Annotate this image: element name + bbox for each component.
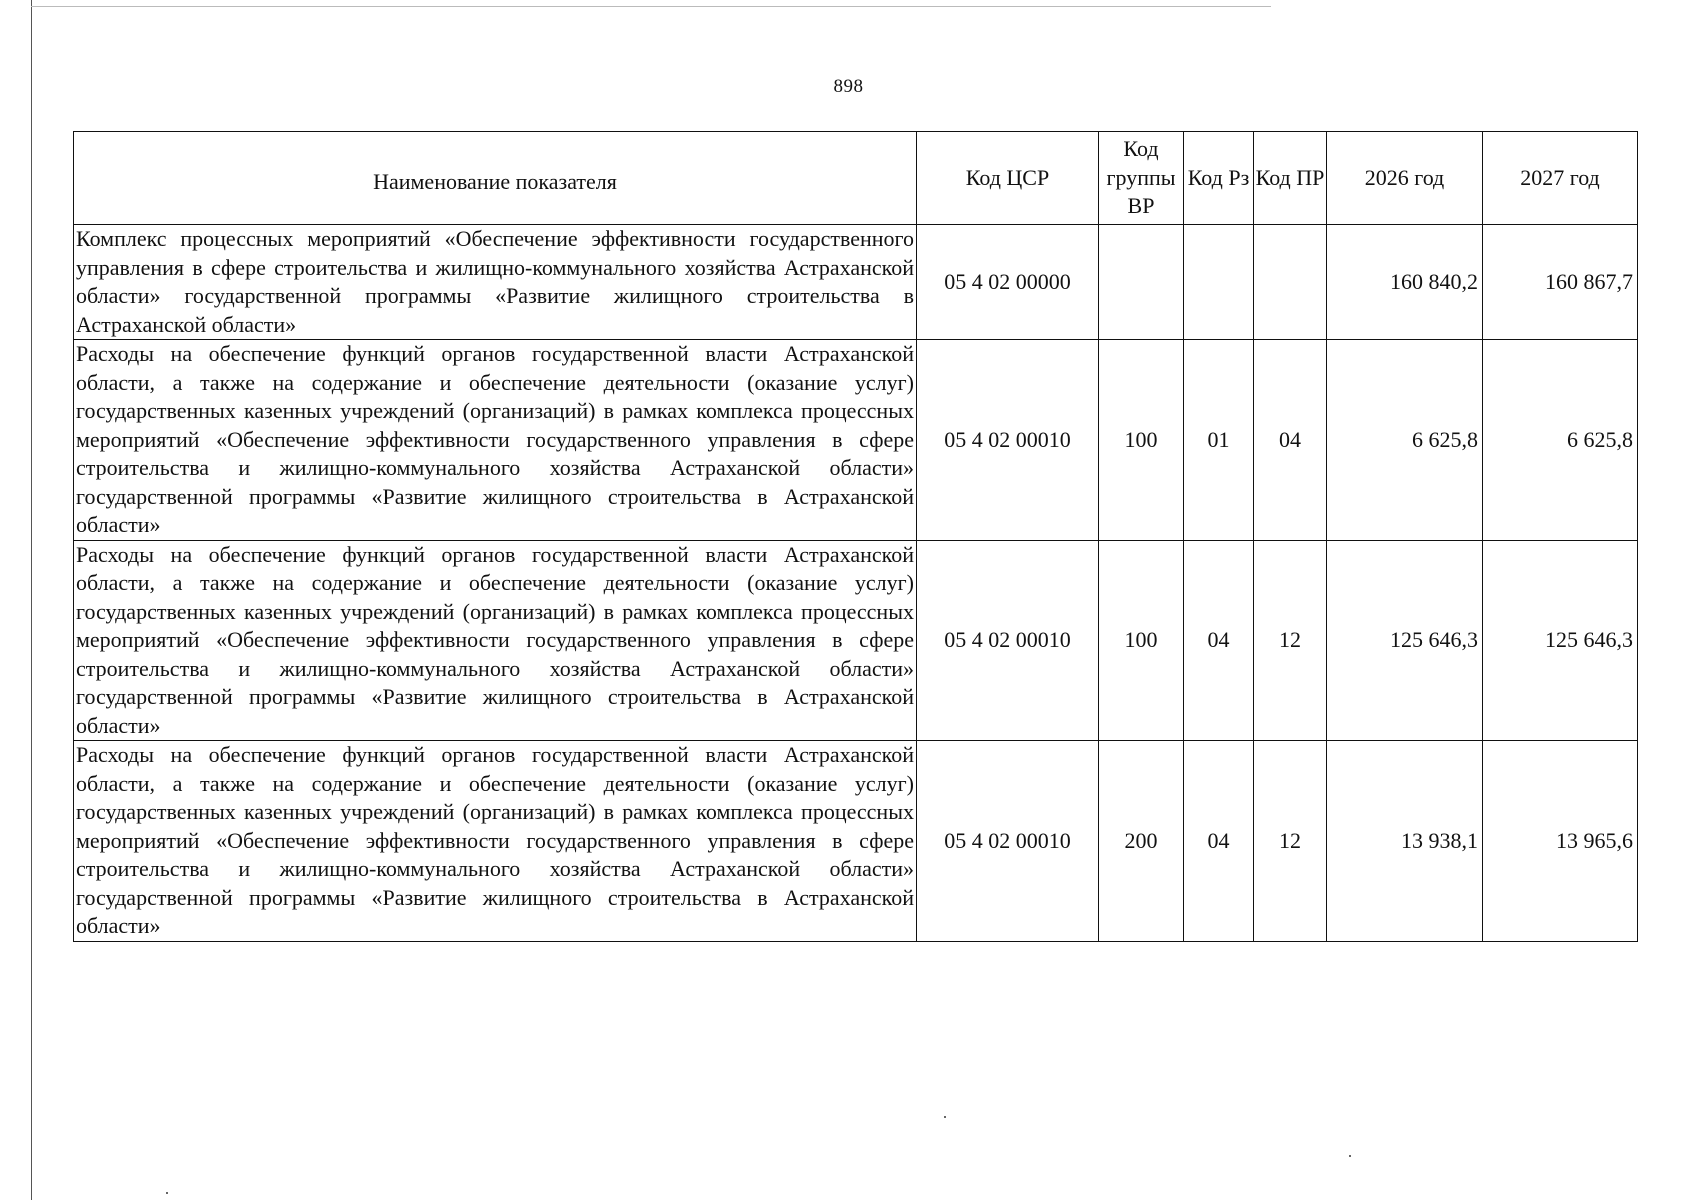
header-pr: Код ПР — [1254, 132, 1327, 225]
table-row — [74, 225, 1638, 340]
scan-left-border — [31, 0, 32, 1200]
row-rz — [1184, 225, 1254, 340]
header-2027: 2027 год — [1483, 132, 1638, 225]
row-name: Расходы на обеспечение функций органов государственной власти Астраханской области, а также на содержание и обеспечение деятельности (оказание услуг) государственных казенных учреждений (организаций) в рамках комплекса процессных мероприятий «Обеспечение эффективности государственного управления в сфере строительства и жилищно-коммунального хозяйства Астраханской области» государственной программы «Развитие жилищного строительства в Астраханской области» — [74, 340, 917, 541]
row-csr: 05 4 02 00000 — [917, 225, 1099, 340]
row-vr: 100 — [1099, 340, 1184, 541]
table-header-row — [74, 132, 1638, 225]
row-csr: 05 4 02 00010 — [917, 741, 1099, 942]
row-rz: 04 — [1184, 741, 1254, 942]
row-name: Комплекс процессных мероприятий «Обеспечение эффективности государственного управления в сфере строительства и жилищно-коммунального хозяйства Астраханской области» государственной программы «Развитие жилищного строительства в Астраханской области» — [74, 225, 917, 340]
row-2026: 6 625,8 — [1327, 340, 1483, 541]
row-2026: 160 840,2 — [1327, 225, 1483, 340]
row-vr — [1099, 225, 1184, 340]
row-pr: 04 — [1254, 340, 1327, 541]
page-number: 898 — [833, 76, 864, 97]
row-2027: 13 965,6 — [1483, 741, 1638, 942]
budget-table — [73, 131, 1638, 942]
header-name: Наименование показателя — [74, 132, 917, 225]
row-name: Расходы на обеспечение функций органов государственной власти Астраханской области, а также на содержание и обеспечение деятельности (оказание услуг) государственных казенных учреждений (организаций) в рамках комплекса процессных мероприятий «Обеспечение эффективности государственного управления в сфере строительства и жилищно-коммунального хозяйства Астраханской области» государственной программы «Развитие жилищного строительства в Астраханской области» — [74, 741, 917, 942]
row-2026: 125 646,3 — [1327, 540, 1483, 741]
header-csr: Код ЦСР — [917, 132, 1099, 225]
row-csr: 05 4 02 00010 — [917, 340, 1099, 541]
row-rz: 01 — [1184, 340, 1254, 541]
table-row — [74, 340, 1638, 541]
row-2027: 6 625,8 — [1483, 340, 1638, 541]
scan-speck — [1349, 1155, 1351, 1157]
scan-top-border — [31, 6, 1271, 7]
row-csr: 05 4 02 00010 — [917, 540, 1099, 741]
row-vr: 200 — [1099, 741, 1184, 942]
row-pr: 12 — [1254, 540, 1327, 741]
table-row — [74, 540, 1638, 741]
header-vr: Код группы ВР — [1099, 132, 1184, 225]
scan-speck — [166, 1192, 168, 1194]
row-pr: 12 — [1254, 741, 1327, 942]
row-name: Расходы на обеспечение функций органов государственной власти Астраханской области, а также на содержание и обеспечение деятельности (оказание услуг) государственных казенных учреждений (организаций) в рамках комплекса процессных мероприятий «Обеспечение эффективности государственного управления в сфере строительства и жилищно-коммунального хозяйства Астраханской области» государственной программы «Развитие жилищного строительства в Астраханской области» — [74, 540, 917, 741]
table-row — [74, 741, 1638, 942]
row-2027: 125 646,3 — [1483, 540, 1638, 741]
header-rz: Код Рз — [1184, 132, 1254, 225]
row-2026: 13 938,1 — [1327, 741, 1483, 942]
row-pr — [1254, 225, 1327, 340]
scan-speck — [944, 1116, 946, 1118]
header-2026: 2026 год — [1327, 132, 1483, 225]
row-vr: 100 — [1099, 540, 1184, 741]
row-2027: 160 867,7 — [1483, 225, 1638, 340]
row-rz: 04 — [1184, 540, 1254, 741]
